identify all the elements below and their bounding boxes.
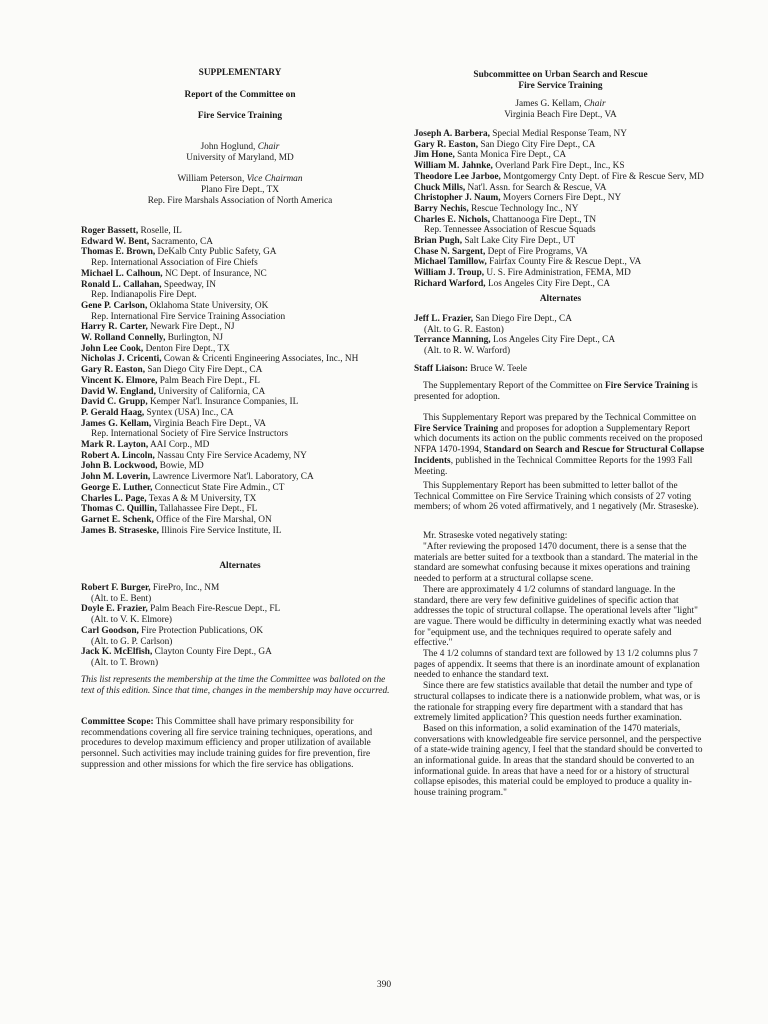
member-entry: Gary R. Easton, San Diego City Fire Dept., CA <box>414 139 596 150</box>
ballot-paragraph: This Supplementary Report has been submitted to letter ballot of the Technical Committee on Fire Service Training which consists of 27 voting members; of whom 26 voted affirmatively, and 1 negatively (Mr. Straseske). <box>414 481 699 513</box>
member-entry: W. Rolland Connelly, Burlington, NJ <box>81 333 223 344</box>
subcommittee-alternates-heading: Alternates <box>539 294 582 304</box>
member-entry: James B. Straseske, Illinois Fire Service Institute, IL <box>81 525 282 536</box>
alternate-for: (Alt. to T. Brown) <box>91 657 159 668</box>
member-entry: William M. Jahnke, Overland Park Fire Dept., Inc., KS <box>414 161 625 172</box>
subcommittee-member-list <box>414 129 707 290</box>
preparation-paragraph: This Supplementary Report was prepared by the Technical Committee on Fire Service Training and proposes for adoption a Supplementary Report which documents its action on the public comments received on the proposed NFPA 1470-1994, Standard on Search and Rescue for Structural Collapse Incidents, published in the Technical Committee Reports for the 1993 Fall Meeting. <box>414 413 705 477</box>
member-entry: Roger Bassett, Roselle, IL <box>81 226 182 236</box>
alternate-for: (Alt. to R. W. Warford) <box>424 346 511 357</box>
subcommittee-chair: James G. Kellam, Chair <box>515 99 606 109</box>
member-entry: Jim Hone, Santa Monica Fire Dept., CA <box>414 150 567 161</box>
member-entry: Vincent K. Elmore, Palm Beach Fire Dept., FL <box>81 375 260 386</box>
alternate-for: (Alt. to V. K. Elmore) <box>91 615 172 626</box>
committee-vice-chair: William Peterson, Vice Chairman <box>177 174 303 184</box>
staff-liaison: Staff Liaison: Bruce W. Teele <box>414 364 528 374</box>
report-title-line2: Fire Service Training <box>197 111 283 121</box>
member-entry: Brian Pugh, Salt Lake City Fire Dept., UT <box>414 236 576 247</box>
vote-paragraph: The 4 1/2 columns of standard text are followed by 13 1/2 columns plus 7 pages of appendix. It seems that there is an inordinate amount of explanation needed to enhance the standard text. <box>414 649 700 681</box>
member-entry: David W. England, University of California, CA <box>81 386 266 397</box>
member-entry: Edward W. Bent, Sacramento, CA <box>81 236 213 247</box>
subcommittee-title-line2: Fire Service Training <box>518 81 603 91</box>
committee-scope: Committee Scope: This Committee shall have primary responsibility for recommendations covering all fire service training techniques, operations, and procedures to develop maximum efficiency and proper utilization of available personnel. Such activities may include training guides for fire prevention, fire suppression and other missions for which the fire service has obligations. <box>81 717 373 770</box>
alternate-entry: Jack K. McElfish, Clayton County Fire Dept., GA <box>81 647 272 658</box>
member-entry: Charles E. Nichols, Chattanooga Fire Dept., TN <box>414 214 597 225</box>
member-entry: Chuck Mills, Nat'l. Assn. for Search & Rescue, VA <box>414 182 607 193</box>
alternate-entry: Carl Goodson, Fire Protection Publications, OK <box>81 625 264 636</box>
member-representation: Rep. International Association of Fire Chiefs <box>91 258 258 269</box>
member-entry: John Lee Cook, Denton Fire Dept., TX <box>81 343 230 354</box>
alternate-for: (Alt. to E. Bent) <box>91 593 152 604</box>
vote-paragraph: Based on this information, a solid examination of the 1470 materials, conversations with knowledgeable fire service personnel, and the perspective of a state-wide training agency, I feel that the standard should be converted to an informational guide. In areas that the standard should be converted to an informational guide. In areas that have a need for or a history of structural collapse episodes, this material could be employed to produce a quality in-house training program." <box>414 723 703 799</box>
member-representation: Rep. Indianapolis Fire Dept. <box>91 290 197 301</box>
vice-chair-affiliation: Plano Fire Dept., TX <box>200 185 280 195</box>
member-entry: William J. Troup, U. S. Fire Administration, FEMA, MD <box>414 268 631 279</box>
report-title-line1: Report of the Committee on <box>184 90 296 100</box>
member-entry: Theodore Lee Jarboe, Montgomergy Cnty Dept. of Fire & Rescue Serv, MD <box>414 171 704 182</box>
supplementary-heading: SUPPLEMENTARY <box>198 68 282 78</box>
alternate-entry: Terrance Manning, Los Angeles City Fire Dept., CA <box>414 335 616 346</box>
member-entry: Chase N. Sargent, Dept of Fire Programs, VA <box>414 246 588 257</box>
member-entry: Ronald L. Callahan, Speedway, IN <box>81 279 216 290</box>
committee-chair: John Hoglund, Chair <box>200 142 280 152</box>
alternate-entry: Doyle E. Frazier, Palm Beach Fire-Rescue Dept., FL <box>81 604 281 615</box>
adoption-paragraph: The Supplementary Report of the Committee on Fire Service Training is presented for adoption. <box>414 381 698 402</box>
member-entry: David C. Grupp, Kemper Nat'l. Insurance Companies, IL <box>81 397 299 408</box>
member-entry: John B. Lockwood, Bowie, MD <box>81 461 204 472</box>
alternates-heading: Alternates <box>219 561 261 571</box>
member-entry: Robert A. Lincoln, Nassau Cnty Fire Service Academy, NY <box>81 450 307 461</box>
committee-chair-affiliation: University of Maryland, MD <box>186 153 294 163</box>
alternate-for: (Alt. to G. P. Carlson) <box>91 636 173 647</box>
subcommittee-chair-affiliation: Virginia Beach Fire Dept., VA <box>504 110 617 120</box>
vote-paragraph: "After reviewing the proposed 1470 document, there is a sense that the materials are better suited for a textbook than a standard. The material in the standard are somewhat confusing because it mixes operations and training needed to perform at a structural collapse scene. <box>414 542 698 585</box>
page-number: 390 <box>376 980 392 990</box>
member-entry: Richard Warford, Los Angeles City Fire Dept., CA <box>414 278 611 289</box>
vice-chair-representation: Rep. Fire Marshals Association of North America <box>147 196 333 206</box>
member-entry: Gary R. Easton, San Diego City Fire Dept., CA <box>81 365 263 376</box>
member-entry: P. Gerald Haag, Syntex (USA) Inc., CA <box>81 407 234 418</box>
subcommittee-alternates-list <box>414 314 707 357</box>
member-entry: James G. Kellam, Virginia Beach Fire Dept., VA <box>81 418 266 429</box>
member-representation: Rep. Tennessee Association of Rescue Squads <box>424 225 596 236</box>
member-entry: Harry R. Carter, Newark Fire Dept., NJ <box>81 322 235 333</box>
member-entry: George E. Luther, Connecticut State Fire Admin., CT <box>81 482 285 493</box>
member-entry: John M. Loverin, Lawrence Livermore Nat'l. Laboratory, CA <box>81 472 314 483</box>
membership-note: This list represents the membership at the time the Committee was balloted on the text of this edition. Since that time, changes in the membership may have occurred. <box>81 675 390 696</box>
member-entry: Christopher J. Naum, Moyers Corners Fire Dept., NY <box>414 193 622 204</box>
member-entry: Joseph A. Barbera, Special Medial Response Team, NY <box>414 129 627 139</box>
alternates-list <box>81 583 399 669</box>
member-entry: Gene P. Carlson, Oklahoma State University, OK <box>81 300 269 311</box>
alternate-for: (Alt. to G. R. Easton) <box>424 324 504 335</box>
member-entry: Nicholas J. Cricenti, Cowan & Cricenti Engineering Associates, Inc., NH <box>81 354 359 365</box>
vote-paragraph: Since there are few statistics available that detail the number and type of structural collapses to indicate there is a nationwide problem, what was, or is the rationale for strapping every fire department with a standard that has extremely limited application? This question needs further examination. <box>414 681 701 724</box>
subcommittee-title-line1: Subcommittee on Urban Search and Rescue <box>473 70 648 80</box>
member-entry: Michael L. Calhoun, NC Dept. of Insurance, NC <box>81 268 267 279</box>
member-entry: Michael Tamillow, Fairfax County Fire & Rescue Dept., VA <box>414 257 642 268</box>
member-list <box>81 226 399 536</box>
member-entry: Barry Nechis, Rescue Technology Inc., NY <box>414 203 579 214</box>
member-representation: Rep. International Society of Fire Service Instructors <box>91 429 288 440</box>
member-entry: Thomas C. Quillin, Tallahassee Fire Dept., FL <box>81 504 258 515</box>
member-entry: Garnet E. Schenk, Office of the Fire Marshal, ON <box>81 514 272 525</box>
alternate-entry: Robert F. Burger, FirePro, Inc., NM <box>81 583 220 593</box>
member-entry: Thomas E. Brown, DeKalb Cnty Public Safety, GA <box>81 247 277 258</box>
vote-paragraph: There are approximately 4 1/2 columns of standard language. In the standard, there are very few definitive guidelines of specific action that addresses the topic of structural collapse. The operational levels after "light" are vague. There would be difficulty in determining exactly what was needed for "equipment use, and the techniques required to operate safely and effective." <box>414 584 702 649</box>
negative-vote-intro: Mr. Straseske voted negatively stating: <box>423 531 568 541</box>
member-entry: Mark R. Layton, AAI Corp., MD <box>81 440 210 451</box>
member-representation: Rep. International Fire Service Training Association <box>91 311 286 322</box>
negative-vote-statement <box>414 542 707 799</box>
alternate-entry: Jeff L. Frazier, San Diego Fire Dept., CA <box>414 314 572 324</box>
member-entry: Charles L. Page, Texas A & M University, TX <box>81 493 257 504</box>
